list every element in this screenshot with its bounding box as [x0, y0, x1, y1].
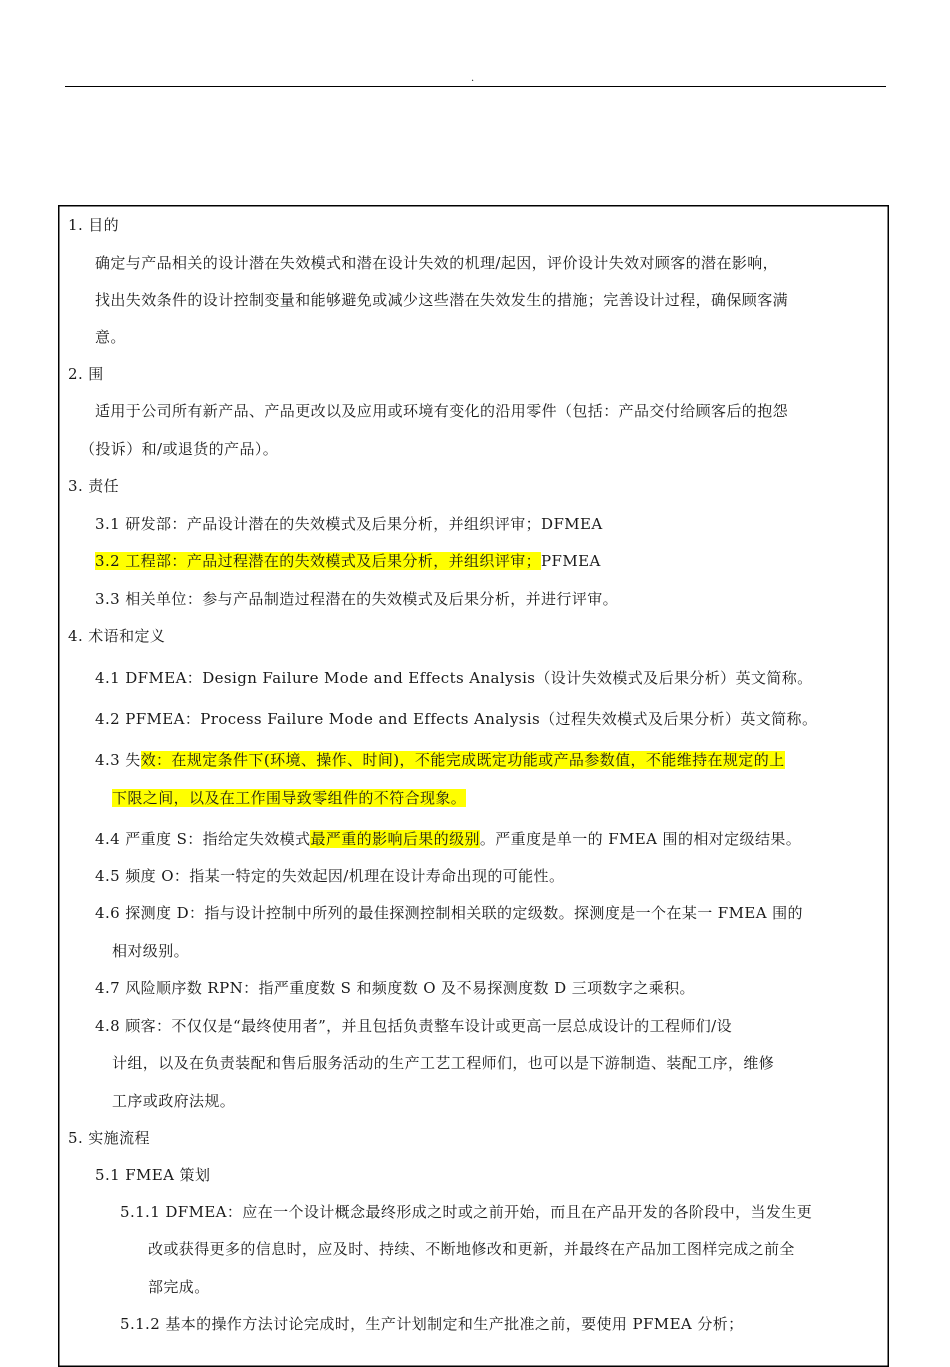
section-3-item-3: 3.3 相关单位：参与产品制造过程潜在的失效模式及后果分析，并进行评审。 [95, 590, 619, 608]
section-4-item-4-prefix: 4.4 严重度 S：指给定失效模式 [95, 830, 311, 848]
section-4-item-4 [95, 828, 801, 850]
section-4-item-6-line-2: 相对级别。 [112, 942, 190, 960]
section-4-item-6-line-1: 4.6 探测度 D：指与设计控制中所列的最佳探测控制相关联的定级数。探测度是一个在某一 FMEA 围的 [95, 904, 803, 922]
highlight-4-3-line-2: 下限之间，以及在工作围导致零组件的不符合现象。 [112, 789, 467, 807]
highlight-3-2: 3.2 工程部：产品过程潜在的失效模式及后果分析，并组织评审； [95, 552, 542, 570]
section-3-item-2 [95, 550, 601, 572]
section-4-item-4-suffix: 。严重度是单一的 FMEA 围的相对定级结果。 [479, 830, 802, 848]
section-4-item-3 [95, 749, 785, 771]
section-4-item-5: 4.5 频度 O：指某一特定的失效起因/机理在设计寿命出现的可能性。 [95, 867, 565, 885]
content-frame [58, 205, 889, 1367]
section-5-item-1-1-line-1: 5.1.1 DFMEA：应在一个设计概念最终形成之时或之前开始，而且在产品开发的各阶段中，当发生更 [120, 1203, 813, 1221]
section-4-item-2: 4.2 PFMEA：Process Failure Mode and Effects Analysis（过程失效模式及后果分析）英文简称。 [95, 710, 818, 728]
section-2-title: 2. 围 [68, 365, 104, 383]
section-2-line-1: 适用于公司所有新产品、产品更改以及应用或环境有变化的沿用零件（包括：产品交付给顾客后的抱怨 [95, 402, 789, 420]
section-3-item-1: 3.1 研发部：产品设计潜在的失效模式及后果分析，并组织评审；DFMEA [95, 515, 603, 533]
section-5-item-1: 5.1 FMEA 策划 [95, 1166, 211, 1184]
section-5-item-1-1-line-2: 改或获得更多的信息时，应及时、持续、不断地修改和更新，并最终在产品加工图样完成之前全 [148, 1240, 795, 1258]
section-4-item-8-line-3: 工序或政府法规。 [112, 1092, 236, 1110]
section-5-title: 5. 实施流程 [68, 1129, 150, 1147]
section-1-line-3: 意。 [95, 328, 126, 346]
highlight-4-3-line-1: 效：在规定条件下(环境、操作、时间)，不能完成既定功能或产品参数值，不能维持在规定的上 [140, 751, 785, 769]
section-2-line-2: （投诉）和/或退货的产品）。 [80, 440, 279, 458]
header-rule [65, 86, 886, 87]
section-5-item-1-2: 5.1.2 基本的操作方法讨论完成时，生产计划制定和生产批准之前，要使用 PFMEA 分析； [120, 1315, 744, 1333]
section-4-item-1: 4.1 DFMEA：Design Failure Mode and Effects Analysis（设计失效模式及后果分析）英文简称。 [95, 669, 813, 687]
section-4-title: 4. 术语和定义 [68, 627, 166, 645]
section-4-item-8-line-2: 计组，以及在负责装配和售后服务活动的生产工艺工程师们，也可以是下游制造、装配工序，维修 [112, 1054, 775, 1072]
section-4-item-3-line-2 [112, 787, 466, 809]
section-4-item-7: 4.7 风险顺序数 RPN：指严重度数 S 和频度数 O 及不易探测度数 D 三项数字之乘积。 [95, 979, 695, 997]
section-1-line-2: 找出失效条件的设计控制变量和能够避免或减少这些潜在失效发生的措施；完善设计过程，确保顾客满 [95, 291, 789, 309]
section-1-line-1: 确定与产品相关的设计潜在失效模式和潜在设计失效的机理/起因，评价设计失效对顾客的潜在影响， [95, 254, 779, 272]
section-4-item-8-line-1: 4.8 顾客：不仅仅是“最终使用者”，并且包括负责整车设计或更高一层总成设计的工程师们/设 [95, 1017, 733, 1035]
section-1-title: 1. 目的 [68, 216, 120, 234]
section-3-item-2-suffix: PFMEA [541, 552, 601, 570]
section-3-title: 3. 责任 [68, 477, 120, 495]
highlight-4-4: 最严重的影响后果的级别 [310, 830, 480, 848]
section-4-item-3-prefix: 4.3 失 [95, 751, 141, 769]
header-mark: . [471, 73, 475, 84]
section-5-item-1-1-line-3: 部完成。 [148, 1278, 210, 1296]
